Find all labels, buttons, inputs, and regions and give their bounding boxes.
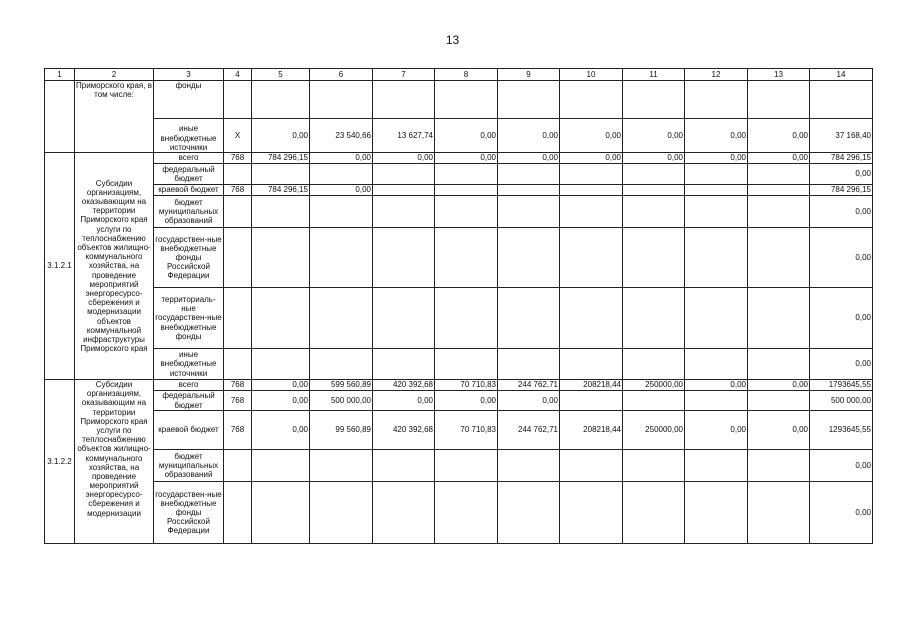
value-cell: [252, 349, 310, 380]
value-cell: 0,00: [810, 482, 873, 544]
value-cell: 0,00: [310, 153, 373, 164]
value-cell: [685, 164, 748, 185]
value-cell: 784 296,15: [252, 185, 310, 196]
value-cell: [623, 450, 685, 482]
value-cell: [373, 450, 435, 482]
value-cell: [373, 288, 435, 349]
value-cell: 0,00: [685, 411, 748, 450]
value-cell: [252, 196, 310, 228]
value-cell: [623, 391, 685, 411]
value-cell: [748, 288, 810, 349]
value-cell: 0,00: [810, 450, 873, 482]
value-cell: [623, 288, 685, 349]
value-cell: [560, 185, 623, 196]
value-cell: [623, 482, 685, 544]
value-cell: [560, 81, 623, 119]
value-cell: 250000,00: [623, 411, 685, 450]
value-cell: 0,00: [498, 119, 560, 153]
value-cell: [310, 164, 373, 185]
table-row: [45, 288, 873, 349]
value-cell: [498, 185, 560, 196]
value-cell: [224, 164, 252, 185]
column-number-header: 14: [810, 69, 873, 81]
value-cell: [685, 288, 748, 349]
value-cell: [748, 482, 810, 544]
value-cell: 768: [224, 380, 252, 391]
value-cell: 0,00: [560, 153, 623, 164]
value-cell: 37 168,40: [810, 119, 873, 153]
column-number-header: 10: [560, 69, 623, 81]
value-cell: [435, 196, 498, 228]
value-cell: [224, 450, 252, 482]
source-cell: государствен-ные внебюджетные фонды Российской Федерации: [154, 482, 224, 544]
value-cell: [685, 196, 748, 228]
value-cell: [252, 228, 310, 288]
table-row: [45, 450, 873, 482]
value-cell: [224, 288, 252, 349]
column-number-header: 12: [685, 69, 748, 81]
value-cell: 208218,44: [560, 411, 623, 450]
value-cell: [224, 81, 252, 119]
value-cell: [560, 164, 623, 185]
value-cell: [435, 349, 498, 380]
source-cell: фонды: [154, 81, 224, 119]
value-cell: 0,00: [498, 391, 560, 411]
column-number-header: 2: [75, 69, 154, 81]
value-cell: [748, 391, 810, 411]
value-cell: [498, 164, 560, 185]
value-cell: [373, 349, 435, 380]
table-row: [45, 185, 873, 196]
value-cell: 0,00: [810, 349, 873, 380]
value-cell: [560, 482, 623, 544]
value-cell: 99 560,89: [310, 411, 373, 450]
table-body: [45, 69, 873, 544]
column-number-header: 1: [45, 69, 75, 81]
table-row: [45, 196, 873, 228]
row-name-cell: Приморского края, в том числе:: [75, 81, 154, 153]
value-cell: [623, 164, 685, 185]
value-cell: 0,00: [252, 380, 310, 391]
value-cell: [373, 228, 435, 288]
table-row: [45, 164, 873, 185]
value-cell: [685, 185, 748, 196]
value-cell: [252, 288, 310, 349]
value-cell: [748, 349, 810, 380]
value-cell: [310, 482, 373, 544]
value-cell: [623, 228, 685, 288]
value-cell: 500 000,00: [310, 391, 373, 411]
value-cell: 13 627,74: [373, 119, 435, 153]
table-row: [45, 380, 873, 391]
row-name-cell: Субсидии организациям, оказывающим на территории Приморского края услуги по теплоснабжению объектов жилищно-коммунального хозяйства, на проведение мероприятий энергоресурсо-сбережения и модернизации: [75, 380, 154, 544]
value-cell: 0,00: [252, 391, 310, 411]
value-cell: 0,00: [373, 153, 435, 164]
value-cell: [252, 450, 310, 482]
column-number-header: 8: [435, 69, 498, 81]
source-cell: всего: [154, 380, 224, 391]
value-cell: [623, 196, 685, 228]
value-cell: 768: [224, 185, 252, 196]
value-cell: 768: [224, 411, 252, 450]
value-cell: 0,00: [252, 411, 310, 450]
value-cell: [498, 349, 560, 380]
row-code-cell: 3.1.2.2: [45, 380, 75, 544]
value-cell: [252, 482, 310, 544]
page-number: 13: [445, 33, 460, 47]
value-cell: [435, 482, 498, 544]
column-number-header: 11: [623, 69, 685, 81]
value-cell: [685, 228, 748, 288]
value-cell: 244 762,71: [498, 380, 560, 391]
column-number-header: 6: [310, 69, 373, 81]
value-cell: [224, 228, 252, 288]
value-cell: [224, 349, 252, 380]
value-cell: 0,00: [373, 391, 435, 411]
value-cell: 244 762,71: [498, 411, 560, 450]
column-number-header: 5: [252, 69, 310, 81]
value-cell: 1293645,55: [810, 411, 873, 450]
value-cell: [623, 185, 685, 196]
value-cell: [560, 450, 623, 482]
value-cell: 0,00: [560, 119, 623, 153]
value-cell: 0,00: [810, 164, 873, 185]
value-cell: [435, 450, 498, 482]
value-cell: [748, 81, 810, 119]
source-cell: бюджет муниципальных образований: [154, 450, 224, 482]
value-cell: [560, 196, 623, 228]
value-cell: 0,00: [810, 196, 873, 228]
value-cell: [685, 391, 748, 411]
table-row: [45, 81, 873, 119]
value-cell: 0,00: [252, 119, 310, 153]
value-cell: [560, 391, 623, 411]
value-cell: 0,00: [810, 228, 873, 288]
value-cell: 0,00: [748, 119, 810, 153]
source-cell: краевой бюджет: [154, 185, 224, 196]
table-row: [45, 153, 873, 164]
value-cell: 0,00: [498, 153, 560, 164]
value-cell: 784 296,15: [810, 153, 873, 164]
source-cell: государствен-ные внебюджетные фонды Российской Федерации: [154, 228, 224, 288]
value-cell: 500 000,00: [810, 391, 873, 411]
value-cell: [498, 196, 560, 228]
value-cell: [252, 164, 310, 185]
value-cell: 0,00: [623, 153, 685, 164]
value-cell: [252, 81, 310, 119]
value-cell: [623, 81, 685, 119]
value-cell: [685, 81, 748, 119]
value-cell: 0,00: [748, 411, 810, 450]
table-row: [45, 228, 873, 288]
column-number-header: 3: [154, 69, 224, 81]
value-cell: [310, 450, 373, 482]
value-cell: 420 392,68: [373, 380, 435, 391]
value-cell: [623, 349, 685, 380]
value-cell: [810, 81, 873, 119]
value-cell: [310, 228, 373, 288]
value-cell: [435, 185, 498, 196]
source-cell: федеральный бюджет: [154, 164, 224, 185]
value-cell: 0,00: [685, 153, 748, 164]
value-cell: 70 710,83: [435, 411, 498, 450]
value-cell: [748, 196, 810, 228]
source-cell: иные внебюджетные источники: [154, 349, 224, 380]
value-cell: [560, 288, 623, 349]
value-cell: 768: [224, 153, 252, 164]
value-cell: [748, 185, 810, 196]
value-cell: 23 540,66: [310, 119, 373, 153]
value-cell: 70 710,83: [435, 380, 498, 391]
value-cell: 1793645,55: [810, 380, 873, 391]
column-number-header: 7: [373, 69, 435, 81]
budget-table: [44, 68, 873, 544]
value-cell: [748, 228, 810, 288]
column-number-header: 13: [748, 69, 810, 81]
value-cell: [373, 482, 435, 544]
value-cell: 0,00: [435, 153, 498, 164]
row-name-cell: Субсидии организациям, оказывающим на территории Приморского края услуги по теплоснабжению объектов жилищно-коммунального хозяйства, на проведение мероприятий энергоресурсо-сбережения и модернизации объектов коммунальной инфраструктуры Приморского края: [75, 153, 154, 380]
value-cell: [498, 482, 560, 544]
value-cell: X: [224, 119, 252, 153]
value-cell: [498, 450, 560, 482]
source-cell: территориаль-ные государствен-ные внебюджетные фонды: [154, 288, 224, 349]
value-cell: 0,00: [748, 380, 810, 391]
column-number-row: [45, 69, 873, 81]
value-cell: [560, 349, 623, 380]
value-cell: 0,00: [435, 119, 498, 153]
source-cell: краевой бюджет: [154, 411, 224, 450]
value-cell: [373, 185, 435, 196]
value-cell: [310, 81, 373, 119]
value-cell: [373, 164, 435, 185]
value-cell: 250000,00: [623, 380, 685, 391]
value-cell: [373, 81, 435, 119]
table-row: [45, 119, 873, 153]
value-cell: [435, 228, 498, 288]
value-cell: [498, 288, 560, 349]
value-cell: [685, 450, 748, 482]
value-cell: [498, 81, 560, 119]
value-cell: 0,00: [310, 185, 373, 196]
value-cell: 208218,44: [560, 380, 623, 391]
table-row: [45, 411, 873, 450]
value-cell: 0,00: [435, 391, 498, 411]
value-cell: [435, 164, 498, 185]
source-cell: иные внебюджетные источники: [154, 119, 224, 153]
value-cell: [310, 288, 373, 349]
value-cell: 784 296,15: [810, 185, 873, 196]
value-cell: [310, 196, 373, 228]
value-cell: [560, 228, 623, 288]
value-cell: [373, 196, 435, 228]
table-row: [45, 391, 873, 411]
row-code-cell: 3.1.2.1: [45, 153, 75, 380]
value-cell: [685, 349, 748, 380]
value-cell: 0,00: [685, 119, 748, 153]
value-cell: [224, 196, 252, 228]
value-cell: [748, 450, 810, 482]
column-number-header: 9: [498, 69, 560, 81]
table-row: [45, 349, 873, 380]
value-cell: 420 392,68: [373, 411, 435, 450]
value-cell: [748, 164, 810, 185]
column-number-header: 4: [224, 69, 252, 81]
value-cell: 768: [224, 391, 252, 411]
value-cell: [498, 228, 560, 288]
source-cell: бюджет муниципальных образований: [154, 196, 224, 228]
value-cell: 0,00: [748, 153, 810, 164]
value-cell: 0,00: [623, 119, 685, 153]
value-cell: [224, 482, 252, 544]
source-cell: федеральный бюджет: [154, 391, 224, 411]
value-cell: [685, 482, 748, 544]
source-cell: всего: [154, 153, 224, 164]
value-cell: [310, 349, 373, 380]
value-cell: [435, 288, 498, 349]
value-cell: 599 560,89: [310, 380, 373, 391]
row-code-cell: [45, 81, 75, 153]
value-cell: 784 296,15: [252, 153, 310, 164]
value-cell: 0,00: [810, 288, 873, 349]
value-cell: [435, 81, 498, 119]
table-row: [45, 482, 873, 544]
value-cell: 0,00: [685, 380, 748, 391]
